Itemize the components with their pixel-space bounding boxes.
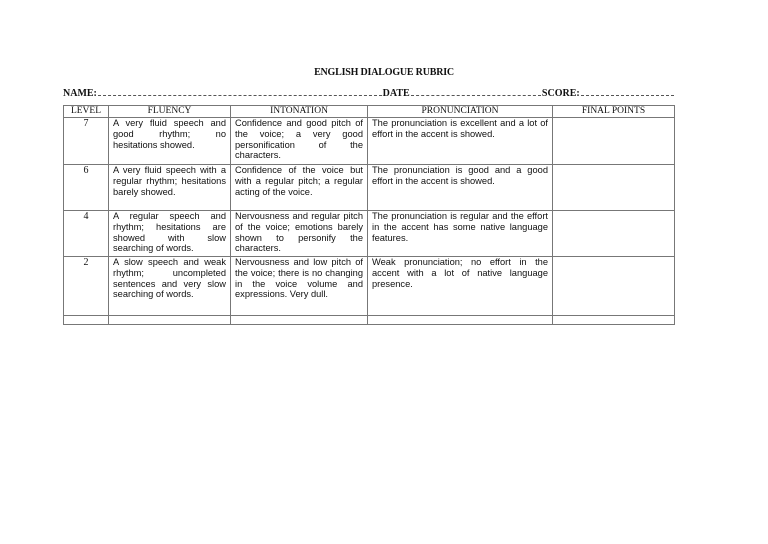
intonation-cell: Confidence of the voice but with a regular pitch; a regular acting of the voice. xyxy=(231,165,368,211)
empty-cell[interactable] xyxy=(553,316,675,325)
date-label: DATE xyxy=(382,88,410,99)
header-pronunciation: PRONUNCIATION xyxy=(368,106,553,118)
pronunciation-cell: Weak pronunciation; no effort in the accent with a lot of native language presence. xyxy=(368,257,553,316)
final-points-cell[interactable] xyxy=(553,165,675,211)
table-row xyxy=(64,118,675,165)
empty-cell xyxy=(64,316,109,325)
score-field[interactable] xyxy=(581,87,674,96)
level-cell: 7 xyxy=(64,118,109,165)
final-points-cell[interactable] xyxy=(553,257,675,316)
fluency-cell: A very fluid speech and good rhythm; no hesitations showed. xyxy=(109,118,231,165)
document-title: ENGLISH DIALOGUE RUBRIC xyxy=(314,67,454,78)
date-field[interactable] xyxy=(411,87,541,96)
final-points-cell[interactable] xyxy=(553,211,675,257)
name-field[interactable] xyxy=(98,87,382,96)
score-label: SCORE: xyxy=(541,88,580,99)
table-row xyxy=(64,211,675,257)
intonation-cell: Nervousness and low pitch of the voice; there is no changing in the voice volume and expressions. Very dull. xyxy=(231,257,368,316)
info-line xyxy=(63,87,675,99)
empty-cell xyxy=(231,316,368,325)
level-cell: 2 xyxy=(64,257,109,316)
level-cell: 6 xyxy=(64,165,109,211)
intonation-cell: Confidence and good pitch of the voice; a very good personification of the characters. xyxy=(231,118,368,165)
fluency-cell: A very fluid speech with a regular rhythm; hesitations barely showed. xyxy=(109,165,231,211)
fluency-cell: A regular speech and rhythm; hesitations are showed with slow searching of words. xyxy=(109,211,231,257)
name-label: NAME: xyxy=(63,88,97,99)
empty-cell xyxy=(109,316,231,325)
pronunciation-cell: The pronunciation is excellent and a lot of effort in the accent is showed. xyxy=(368,118,553,165)
header-fluency: FLUENCY xyxy=(109,106,231,118)
empty-cell xyxy=(368,316,553,325)
fluency-cell: A slow speech and weak rhythm; uncompleted sentences and very slow searching of words. xyxy=(109,257,231,316)
rubric-table xyxy=(63,105,675,325)
table-row xyxy=(64,165,675,211)
table-row xyxy=(64,257,675,316)
pronunciation-cell: The pronunciation is good and a good effort in the accent is showed. xyxy=(368,165,553,211)
pronunciation-cell: The pronunciation is regular and the effort in the accent has some native language features. xyxy=(368,211,553,257)
final-points-cell[interactable] xyxy=(553,118,675,165)
header-intonation: INTONATION xyxy=(231,106,368,118)
level-cell: 4 xyxy=(64,211,109,257)
intonation-cell: Nervousness and regular pitch of the voice; emotions barely shown to personify the characters. xyxy=(231,211,368,257)
table-header-row xyxy=(64,106,675,118)
header-level: LEVEL xyxy=(64,106,109,118)
empty-row xyxy=(64,316,675,325)
header-final-points: FINAL POINTS xyxy=(553,106,675,118)
